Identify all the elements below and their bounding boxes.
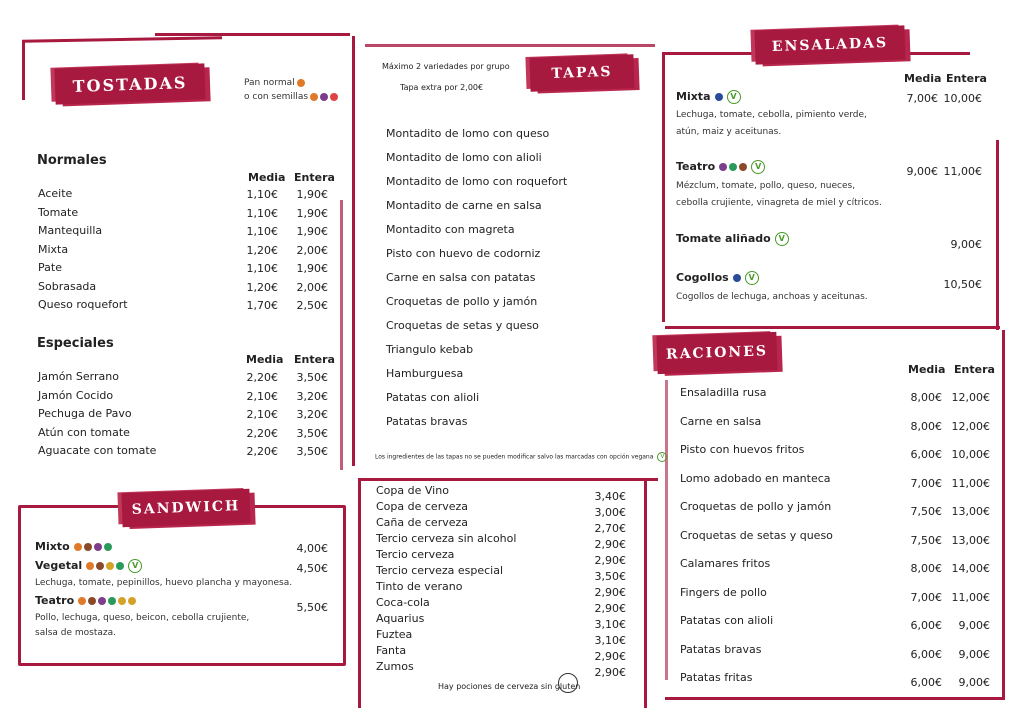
tapas-note-max: Máximo 2 variedades por grupo — [382, 62, 510, 71]
tostadas-title: TOSTADAS — [72, 72, 188, 96]
tapa-item: Croquetas de setas y queso — [386, 319, 539, 332]
normales-entera: 1,90€ — [296, 225, 328, 238]
tapa-item: Croquetas de pollo y jamón — [386, 295, 538, 308]
racion-entera: 9,00€ — [958, 676, 990, 689]
racion-media: 6,00€ — [910, 619, 942, 632]
racion-name: Pisto con huevos fritos — [680, 443, 805, 456]
ensalada-teatro-desc2: cebolla crujiente, vinagreta de miel y cítricos. — [676, 198, 882, 208]
ensalada-cogollos: Cogollos V — [676, 271, 759, 285]
normales-entera: 1,90€ — [296, 188, 328, 201]
ensalada-teatro: Teatro V — [676, 160, 765, 174]
tapas-top-rule — [365, 44, 655, 47]
racion-entera: 11,00€ — [951, 476, 990, 490]
normales-media: 1,20€ — [246, 243, 278, 257]
especiales-media-header: Media — [246, 353, 284, 366]
racion-media: 7,00€ — [910, 476, 942, 490]
sandwich-teatro: Teatro — [35, 594, 136, 607]
ensaladas-left-border — [662, 52, 665, 322]
ensaladas-entera-header: Entera — [946, 72, 987, 85]
tostadas-right-border — [352, 36, 355, 466]
racion-name: Croquetas de setas y queso — [680, 528, 833, 542]
tapa-item: Montadito de lomo con alioli — [386, 151, 542, 164]
racion-name: Croquetas de pollo y jamón — [680, 500, 832, 513]
especiales-entera: 3,50€ — [296, 426, 328, 440]
normales-entera-header: Entera — [294, 171, 335, 184]
especiales-media: 2,20€ — [246, 371, 278, 384]
ensalada-mixta-desc: Lechuga, tomate, cebolla, pimiento verde, — [676, 110, 867, 120]
normales-entera: 2,00€ — [296, 280, 328, 294]
racion-media: 6,00€ — [910, 448, 942, 461]
especiales-entera: 3,50€ — [296, 445, 328, 458]
racion-name: Ensaladilla rusa — [680, 386, 767, 399]
racion-entera: 9,00€ — [958, 619, 990, 632]
normales-entera: 2,00€ — [296, 243, 328, 257]
sandwich-vegetal: Vegetal V — [35, 559, 142, 573]
racion-media: 8,00€ — [910, 419, 942, 433]
bebidas-top-rule — [358, 478, 658, 481]
ensalada-mixta-desc2: atún, maiz y aceitunas. — [676, 127, 782, 137]
normales-media: 1,10€ — [246, 262, 278, 275]
racion-media: 7,50€ — [910, 505, 942, 518]
tapa-item: Patatas bravas — [386, 415, 468, 428]
racion-entera: 14,00€ — [951, 562, 990, 575]
raciones-media-header: Media — [908, 363, 946, 376]
bebida-price: 3,10€ — [594, 634, 626, 647]
normales-media: 1,70€ — [246, 299, 278, 312]
normales-entera: 2,50€ — [296, 299, 328, 312]
ensalada-cogollos-entera: 10,50€ — [943, 278, 982, 291]
bebida-name: Caña de cerveza — [376, 516, 469, 529]
tostadas-inner-border — [340, 200, 343, 470]
ensalada-teatro-desc: Mézclum, tomate, pollo, queso, nueces, — [676, 181, 856, 191]
tapa-item: Montadito de lomo con roquefort — [386, 175, 568, 188]
bebida-price: 2,90€ — [594, 538, 626, 551]
bebida-name: Copa de cerveza — [376, 500, 469, 513]
ensalada-mixta-entera: 10,00€ — [943, 92, 982, 105]
racion-entera: 10,00€ — [951, 448, 990, 461]
raciones-bottom-rule — [665, 697, 1005, 700]
bebidas-right-border — [644, 478, 647, 708]
racion-name: Carne en salsa — [680, 414, 762, 428]
sandwich-mixto-price: 4,00€ — [296, 542, 328, 555]
normales-name: Tomate — [38, 205, 79, 219]
tapas-title: TAPAS — [551, 63, 613, 83]
ensaladas-bottom-rule — [665, 326, 1000, 329]
ensaladas-title: ENSALADAS — [771, 34, 889, 56]
especiales-media: 2,20€ — [246, 426, 278, 440]
bebida-name: Tercio cerveza sin alcohol — [376, 532, 517, 545]
bebida-name: Aquarius — [376, 612, 425, 625]
tapa-item: Montadito de carne en salsa — [386, 199, 542, 212]
bebida-price: 2,90€ — [594, 666, 626, 679]
pan-normal-label: Pan normal — [244, 78, 305, 88]
tapas-note-extra: Tapa extra por 2,00€ — [400, 83, 484, 92]
raciones-title: RACIONES — [665, 343, 769, 363]
tapa-item: Montadito de lomo con queso — [386, 127, 550, 140]
tapa-item: Hamburguesa — [386, 367, 464, 380]
especiales-entera: 3,20€ — [296, 389, 328, 403]
racion-media: 6,00€ — [910, 647, 942, 661]
normales-heading: Normales — [37, 153, 107, 168]
tapa-item: Patatas con alioli — [386, 391, 480, 404]
racion-media: 8,00€ — [910, 562, 942, 575]
racion-entera: 13,00€ — [951, 533, 990, 547]
bebida-price: 3,10€ — [594, 618, 626, 631]
racion-media: 6,00€ — [910, 676, 942, 689]
tostadas-top-rule — [22, 36, 222, 42]
bebida-name: Fuztea — [376, 628, 413, 641]
sandwich-teatro-desc2: salsa de mostaza. — [35, 628, 116, 638]
ensalada-tomate: Tomate aliñado V — [676, 232, 789, 246]
racion-name: Patatas fritas — [680, 671, 753, 684]
normales-media: 1,20€ — [246, 280, 278, 294]
bebida-price: 3,40€ — [594, 490, 626, 503]
ensalada-teatro-media: 9,00€ — [906, 165, 938, 178]
racion-name: Lomo adobado en manteca — [680, 471, 831, 485]
raciones-right-border — [1002, 330, 1005, 700]
bebida-price: 3,00€ — [594, 506, 626, 519]
tapa-item: Triangulo kebab — [386, 343, 474, 356]
especiales-name: Atún con tomate — [38, 425, 130, 439]
especiales-entera: 3,20€ — [296, 408, 328, 421]
racion-entera: 12,00€ — [951, 391, 990, 404]
especiales-entera: 3,50€ — [296, 371, 328, 384]
bebida-price: 2,90€ — [594, 602, 626, 615]
tapa-item: Pisto con huevo de codorniz — [386, 247, 541, 260]
bebida-name: Zumos — [376, 660, 414, 673]
racion-media: 8,00€ — [910, 391, 942, 404]
bebidas-left-border — [358, 478, 361, 708]
especiales-media: 2,10€ — [246, 408, 278, 421]
bebida-price: 2,90€ — [594, 586, 626, 599]
gluten-free-icon — [558, 673, 578, 693]
racion-media: 7,00€ — [910, 590, 942, 604]
especiales-media: 2,20€ — [246, 445, 278, 458]
normales-entera: 1,90€ — [296, 206, 328, 220]
tapas-footnote: Los ingredientes de las tapas no se pueden modificar salvo las marcadas con opción vegana V — [375, 452, 667, 462]
bebida-name: Coca-cola — [376, 596, 430, 609]
especiales-name: Pechuga de Pavo — [38, 407, 132, 420]
especiales-media: 2,10€ — [246, 389, 278, 403]
racion-entera: 9,00€ — [958, 647, 990, 661]
racion-name: Patatas con alioli — [680, 614, 774, 627]
normales-name: Queso roquefort — [38, 298, 128, 311]
normales-name: Sobrasada — [38, 279, 97, 293]
sandwich-vegetal-desc: Lechuga, tomate, pepinillos, huevo plancha y mayonesa. — [35, 578, 293, 588]
ensalada-teatro-entera: 11,00€ — [943, 165, 982, 178]
ensaladas-right-border — [996, 140, 999, 330]
semillas-label: o con semillas — [244, 92, 338, 102]
especiales-heading: Especiales — [37, 336, 114, 351]
raciones-banner — [656, 332, 777, 374]
tapa-item: Montadito con magreta — [386, 223, 515, 236]
especiales-name: Jamón Cocido — [38, 388, 114, 402]
normales-name: Mixta — [38, 242, 69, 256]
ensalada-tomate-entera: 9,00€ — [950, 238, 982, 251]
tostadas-top-rule-2 — [155, 33, 350, 36]
racion-name: Patatas bravas — [680, 642, 762, 656]
tapa-item: Carne en salsa con patatas — [386, 271, 536, 284]
raciones-entera-header: Entera — [954, 363, 995, 376]
bebida-name: Tercio cerveza — [376, 548, 455, 561]
bebida-price: 2,70€ — [594, 522, 626, 535]
normales-media: 1,10€ — [246, 206, 278, 220]
sandwich-banner — [121, 489, 250, 527]
bebida-price: 2,90€ — [594, 554, 626, 567]
ensaladas-media-header: Media — [904, 72, 942, 85]
racion-entera: 13,00€ — [951, 505, 990, 518]
bebida-name: Copa de Vino — [376, 484, 449, 497]
bebida-name: Tinto de verano — [376, 580, 463, 593]
normales-name: Pate — [38, 261, 62, 274]
tapas-banner — [529, 54, 634, 92]
sandwich-mixto: Mixto — [35, 540, 112, 553]
especiales-name: Aguacate con tomate — [38, 444, 157, 457]
bebida-price: 2,90€ — [594, 650, 626, 663]
sandwich-title: SANDWICH — [131, 498, 241, 518]
racion-entera: 11,00€ — [951, 590, 990, 604]
normales-media-header: Media — [248, 171, 286, 184]
tostadas-banner — [54, 63, 205, 104]
racion-name: Calamares fritos — [680, 557, 771, 570]
gluten-note: Hay pociones de cerveza sin gluten — [438, 682, 581, 691]
normales-name: Mantequilla — [38, 224, 103, 237]
sandwich-teatro-desc: Pollo, lechuga, queso, beicon, cebolla crujiente, — [35, 613, 250, 623]
racion-name: Fingers de pollo — [680, 585, 767, 599]
tostadas-left-border — [22, 40, 25, 100]
raciones-left-border — [665, 380, 668, 680]
bebida-name: Fanta — [376, 644, 407, 657]
sandwich-vegetal-price: 4,50€ — [296, 562, 328, 575]
especiales-entera-header: Entera — [294, 353, 335, 366]
especiales-name: Jamón Serrano — [38, 370, 119, 383]
ensalada-cogollos-desc: Cogollos de lechuga, anchoas y aceitunas. — [676, 292, 868, 302]
racion-entera: 12,00€ — [951, 419, 990, 433]
bebida-price: 3,50€ — [594, 570, 626, 583]
normales-entera: 1,90€ — [296, 262, 328, 275]
sandwich-teatro-price: 5,50€ — [296, 601, 328, 614]
racion-media: 7,50€ — [910, 533, 942, 547]
normales-name: Aceite — [38, 187, 73, 200]
ensalada-mixta: Mixta V — [676, 90, 741, 104]
ensalada-mixta-media: 7,00€ — [906, 92, 938, 105]
normales-media: 1,10€ — [246, 225, 278, 238]
bebida-name: Tercio cerveza especial — [376, 564, 504, 577]
ensaladas-banner — [754, 25, 905, 64]
normales-media: 1,10€ — [246, 188, 278, 201]
